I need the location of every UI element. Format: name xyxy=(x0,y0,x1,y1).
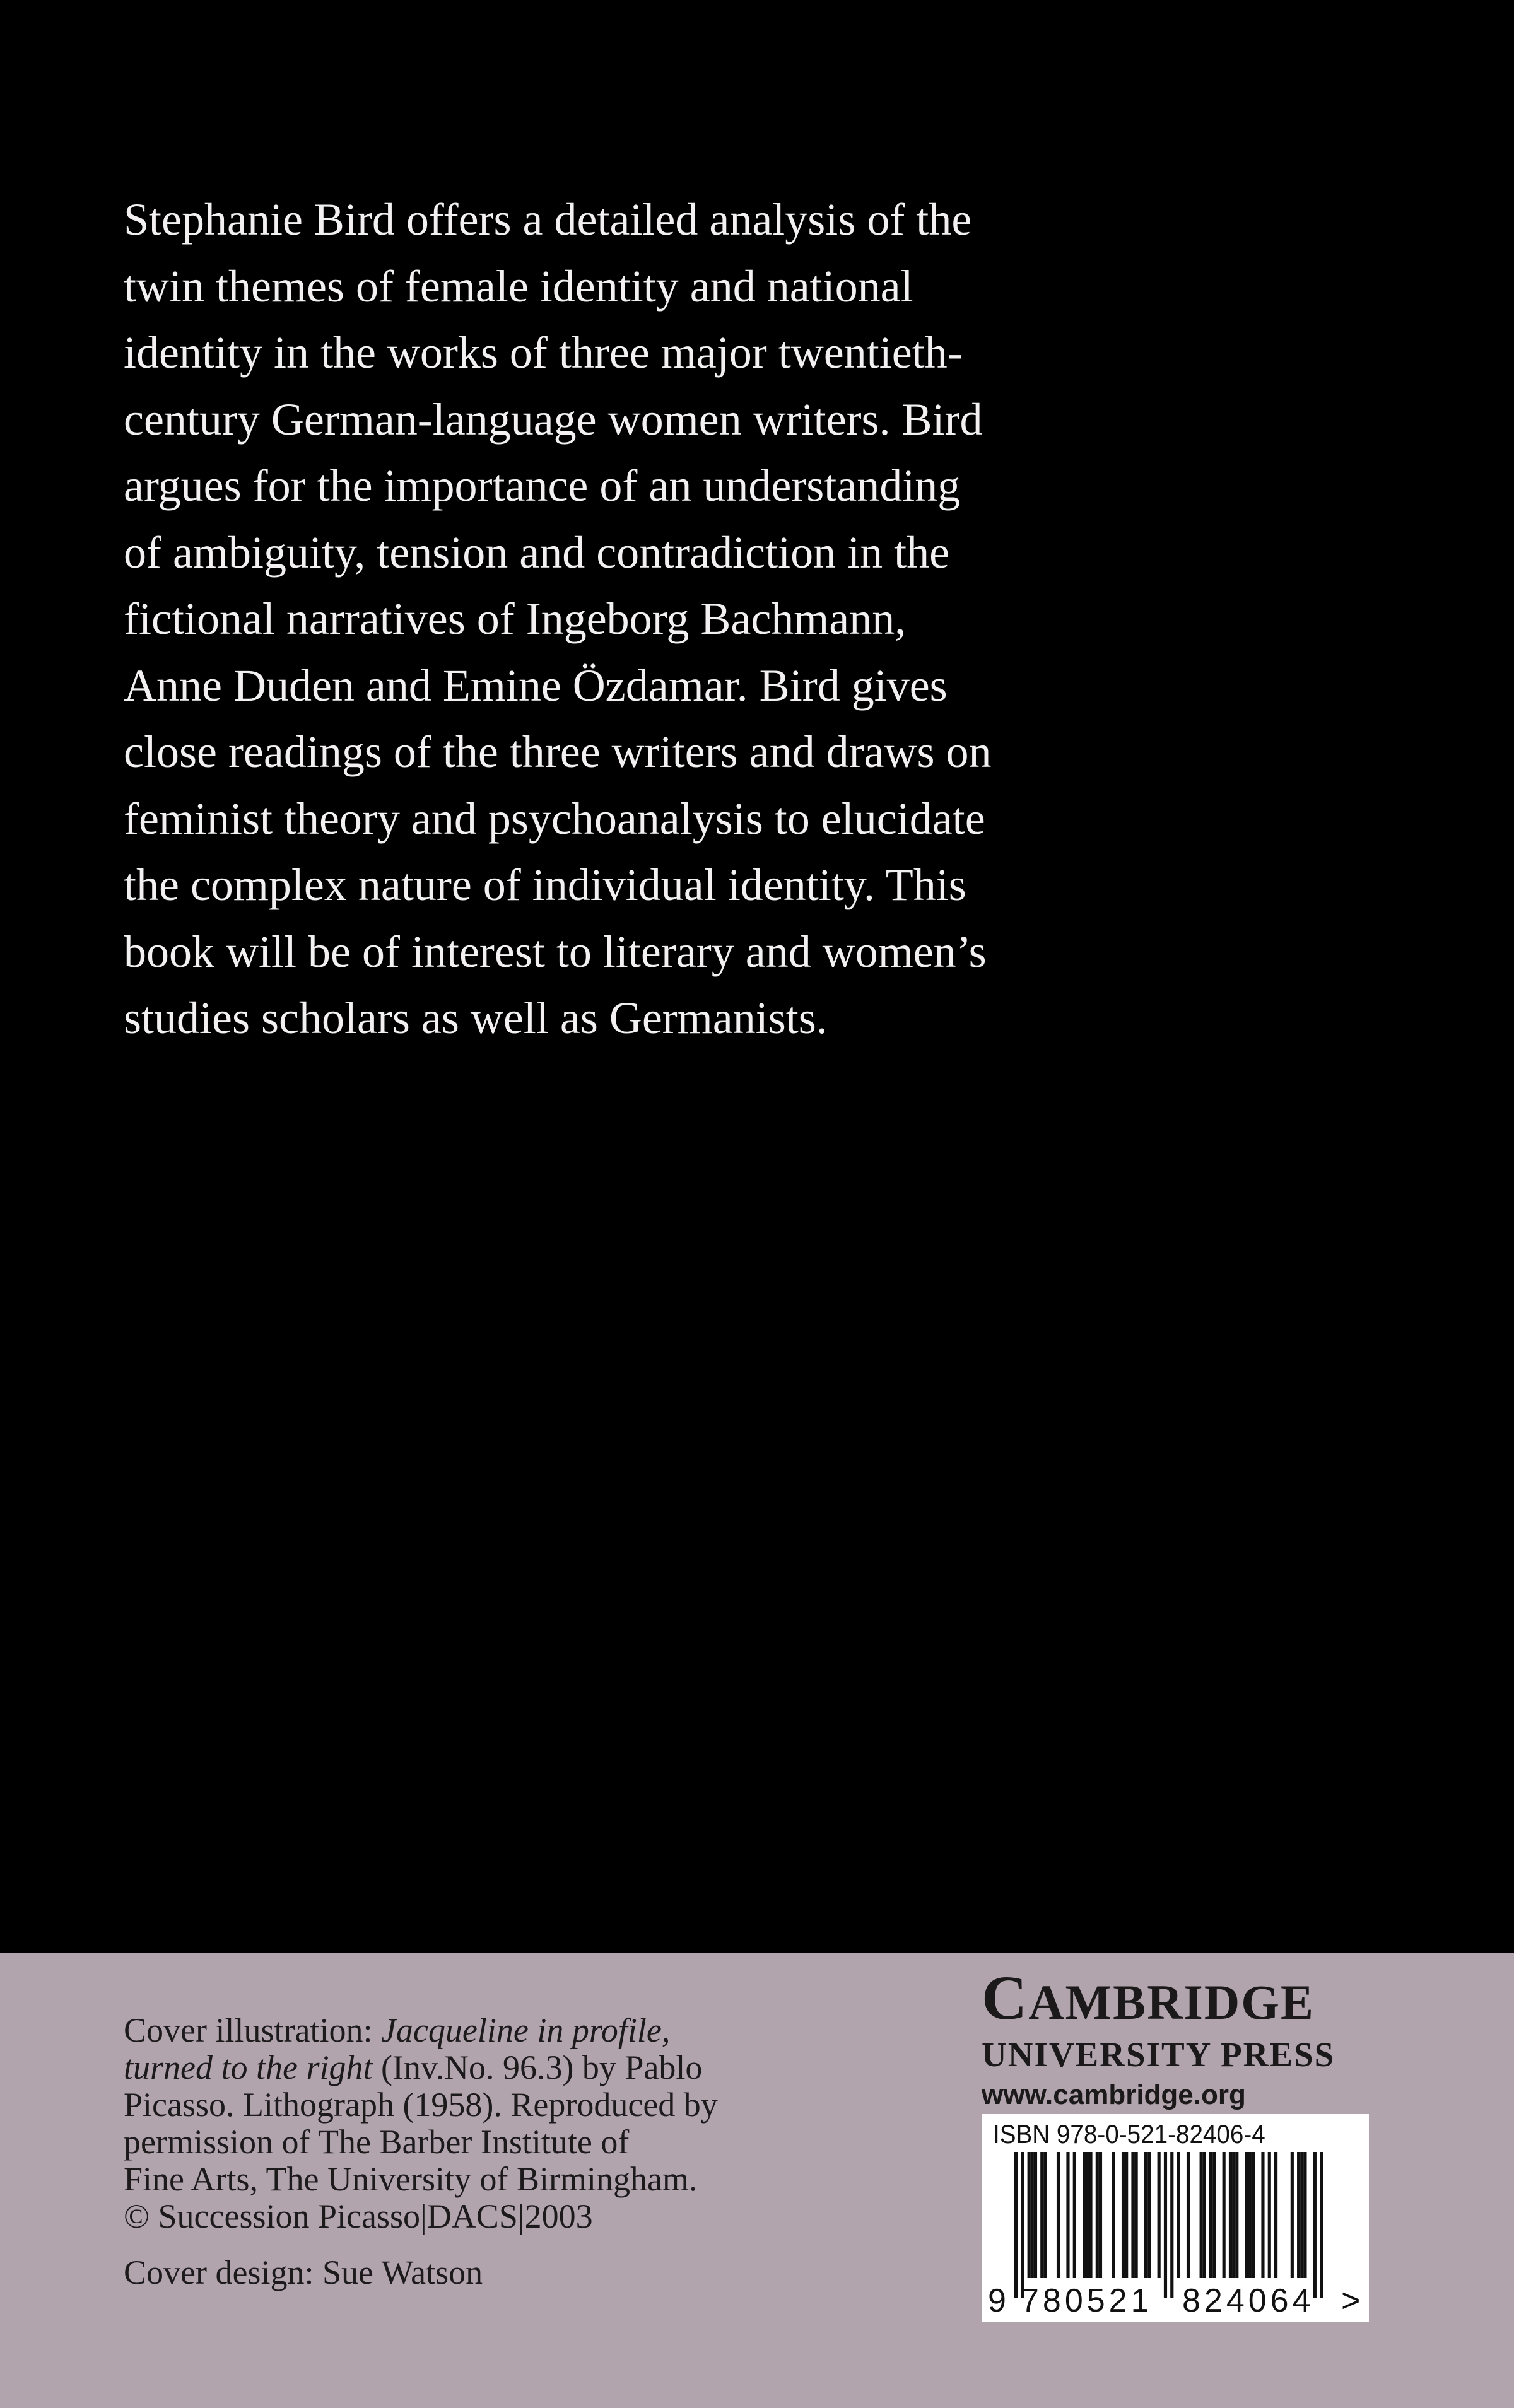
isbn-barcode xyxy=(982,2114,1369,2322)
barcode-bar xyxy=(1040,2152,1043,2278)
barcode-digit-first: 9 xyxy=(988,2282,1010,2319)
barcode-bar xyxy=(1187,2152,1190,2278)
barcode-bar xyxy=(1057,2152,1060,2278)
artwork-details: (Inv.No. 96.3) by Pablo xyxy=(372,2049,703,2086)
barcode-bar xyxy=(1031,2152,1034,2278)
barcode-bar xyxy=(1229,2152,1232,2278)
publisher-logo-name xyxy=(982,1963,1373,2034)
barcode-bar xyxy=(1313,2152,1317,2298)
barcode-bar xyxy=(1073,2152,1076,2278)
description-line: identity in the works of three major twentieth- xyxy=(124,327,963,378)
book-description xyxy=(124,187,1070,1052)
description-line: book will be of interest to literary and women’s xyxy=(124,926,987,977)
barcode-bar xyxy=(1203,2152,1206,2278)
credit-line: Fine Arts, The University of Birmingham. xyxy=(124,2160,698,2198)
credit-prefix: Cover illustration: xyxy=(124,2011,381,2049)
barcode-bar xyxy=(1177,2152,1180,2278)
barcode-digits-right: 824064 xyxy=(1182,2282,1315,2319)
barcode-bar xyxy=(1291,2152,1294,2278)
description-line: Anne Duden and Emine Özdamar. Bird gives xyxy=(124,660,948,711)
barcode-bar xyxy=(1297,2152,1300,2278)
barcode-bar xyxy=(1209,2152,1212,2278)
barcode-bar xyxy=(1112,2152,1115,2278)
barcode-bar xyxy=(1303,2152,1306,2278)
description-line: close readings of the three writers and draws on xyxy=(124,727,992,777)
barcode-bar xyxy=(1245,2152,1248,2278)
barcode-bar xyxy=(1232,2152,1235,2278)
description-line: feminist theory and psychoanalysis to elucidate xyxy=(124,793,985,844)
description-line: twin themes of female identity and national xyxy=(124,260,913,312)
barcode-bar xyxy=(1131,2152,1134,2278)
description-line: Stephanie Bird offers a detailed analysis of the xyxy=(124,194,972,245)
isbn-label: ISBN 978-0-521-82406-4 xyxy=(993,2119,1265,2149)
barcode-bar xyxy=(1014,2152,1018,2298)
barcode-bar xyxy=(1096,2152,1099,2278)
barcode-bar xyxy=(1089,2152,1092,2278)
description-line: argues for the importance of an understanding xyxy=(124,460,961,511)
publisher-block xyxy=(982,1963,1373,2113)
barcode-bar xyxy=(1086,2152,1089,2278)
barcode-bar xyxy=(1212,2152,1216,2278)
publisher-website: www.cambridge.org xyxy=(982,2079,1246,2110)
barcode-bar xyxy=(1122,2152,1125,2278)
barcode-bar xyxy=(1268,2152,1271,2278)
credit-line-illustration xyxy=(124,2012,944,2049)
barcode-bar xyxy=(1034,2152,1037,2278)
description-line: of ambiguity, tension and contradiction in the xyxy=(124,527,950,578)
barcode-bar xyxy=(1248,2152,1252,2278)
barcode-bar xyxy=(1147,2152,1151,2278)
barcode-bar xyxy=(1252,2152,1255,2278)
barcode-arrow: > xyxy=(1341,2282,1361,2319)
publisher-name-rest: AMBRIDGE xyxy=(1028,1975,1315,2030)
description-line: fictional narratives of Ingeborg Bachmann, xyxy=(124,593,907,644)
credit-line-artwork xyxy=(124,2049,944,2086)
cover-credits xyxy=(124,2012,944,2291)
publisher-initial: C xyxy=(982,1963,1029,2033)
barcode-bar xyxy=(1170,2152,1173,2298)
credit-line: permission of The Barber Institute of xyxy=(124,2123,630,2161)
publisher-subtitle: UNIVERSITY PRESS xyxy=(982,2035,1335,2074)
description-line: studies scholars as well as Germanists. xyxy=(124,993,828,1043)
artwork-title-part-2: turned to the right xyxy=(124,2049,373,2086)
barcode-bar xyxy=(1158,2152,1161,2278)
copyright-line: © Succession Picasso|DACS|2003 xyxy=(124,2197,593,2235)
cover-design-credit: Cover design: Sue Watson xyxy=(124,2253,483,2291)
barcode-bar xyxy=(1300,2152,1303,2278)
barcode-bar xyxy=(1066,2152,1069,2278)
barcode-bar xyxy=(1135,2152,1138,2278)
barcode-bar xyxy=(1043,2152,1047,2278)
barcode-bar xyxy=(1261,2152,1264,2278)
barcode-bar xyxy=(1223,2152,1226,2278)
barcode-bar xyxy=(1021,2152,1024,2298)
artwork-title-part-1: Jacqueline in profile, xyxy=(380,2011,671,2049)
description-line: century German-language women writers. Bird xyxy=(124,394,983,445)
barcode-bar xyxy=(1083,2152,1086,2278)
description-line: the complex nature of individual identity. This xyxy=(124,860,966,910)
barcode-bar xyxy=(1200,2152,1203,2278)
credit-line: Picasso. Lithograph (1958). Reproduced by xyxy=(124,2086,718,2124)
barcode-bar xyxy=(1235,2152,1238,2278)
barcode-bar xyxy=(1028,2152,1031,2278)
barcode-bar xyxy=(1320,2152,1323,2298)
barcode-bar xyxy=(1144,2152,1147,2278)
barcode-bar xyxy=(1274,2152,1277,2278)
barcode-digits-left: 780521 xyxy=(1021,2282,1153,2319)
barcode-bar xyxy=(1164,2152,1167,2298)
barcode-bar xyxy=(1099,2152,1102,2278)
barcode-bar xyxy=(1125,2152,1128,2278)
